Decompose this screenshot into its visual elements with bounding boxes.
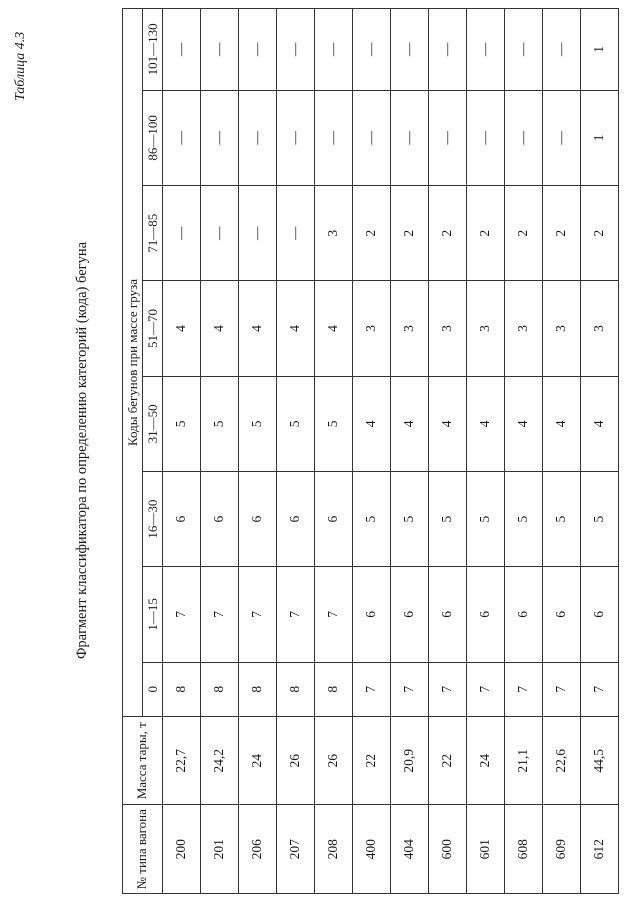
- runner-code-cell: 6: [581, 567, 619, 662]
- runner-code-cell: 4: [543, 376, 581, 471]
- runner-code-cell: 6: [315, 471, 353, 566]
- runner-code-cell: 7: [277, 567, 315, 662]
- runner-code-cell: 5: [315, 376, 353, 471]
- header-codes-group: Коды бегунов при массе груза: [123, 9, 143, 717]
- table-row: [467, 9, 505, 894]
- runner-code-cell: 6: [429, 567, 467, 662]
- runner-code-cell: —: [505, 9, 543, 91]
- runner-code-cell: —: [543, 90, 581, 185]
- runner-code-cell: 7: [543, 662, 581, 716]
- runner-code-cell: —: [201, 186, 239, 281]
- table-row: [353, 9, 391, 894]
- wagon-type-cell: 206: [239, 805, 277, 894]
- wagon-type-cell: 404: [391, 805, 429, 894]
- header-range: 16—30: [143, 471, 163, 566]
- runner-code-cell: —: [429, 9, 467, 91]
- wagon-type-cell: 609: [543, 805, 581, 894]
- wagon-type-cell: 208: [315, 805, 353, 894]
- runner-code-cell: 7: [467, 662, 505, 716]
- runner-code-cell: 5: [467, 471, 505, 566]
- runner-code-cell: 4: [239, 281, 277, 376]
- table-row: [391, 9, 429, 894]
- table-row: [315, 9, 353, 894]
- wagon-type-cell: 612: [581, 805, 619, 894]
- table-row: [543, 9, 581, 894]
- runner-code-cell: 3: [581, 281, 619, 376]
- runner-code-cell: 8: [201, 662, 239, 716]
- runner-code-cell: 7: [239, 567, 277, 662]
- header-wagon-type: № типа вагона: [123, 805, 163, 894]
- runner-code-cell: —: [315, 90, 353, 185]
- runner-code-cell: 2: [543, 186, 581, 281]
- runner-code-cell: 7: [581, 662, 619, 716]
- runner-code-cell: 4: [391, 376, 429, 471]
- runner-code-cell: —: [315, 9, 353, 91]
- header-range: 86—100: [143, 90, 163, 185]
- runner-code-cell: 7: [163, 567, 201, 662]
- runner-code-cell: 5: [391, 471, 429, 566]
- runner-code-cell: —: [239, 9, 277, 91]
- runner-code-cell: —: [277, 90, 315, 185]
- tare-mass-cell: 20,9: [391, 717, 429, 806]
- header-range: 0: [143, 662, 163, 716]
- runner-code-cell: 4: [505, 376, 543, 471]
- runner-code-cell: 4: [201, 281, 239, 376]
- wagon-type-cell: 608: [505, 805, 543, 894]
- tare-mass-cell: 26: [315, 717, 353, 806]
- runner-code-cell: 2: [581, 186, 619, 281]
- runner-code-cell: 4: [353, 376, 391, 471]
- runner-code-cell: 4: [429, 376, 467, 471]
- runner-code-cell: —: [277, 9, 315, 91]
- runner-code-cell: 4: [277, 281, 315, 376]
- table-row: [277, 9, 315, 894]
- runner-code-cell: 1: [581, 9, 619, 91]
- runner-code-cell: 6: [391, 567, 429, 662]
- runner-code-cell: 5: [353, 471, 391, 566]
- runner-code-cell: 2: [505, 186, 543, 281]
- tare-mass-cell: 24: [239, 717, 277, 806]
- runner-code-cell: 2: [353, 186, 391, 281]
- tare-mass-cell: 22,7: [163, 717, 201, 806]
- runner-code-cell: —: [391, 90, 429, 185]
- runner-code-cell: 7: [201, 567, 239, 662]
- runner-code-cell: 2: [467, 186, 505, 281]
- wagon-type-cell: 601: [467, 805, 505, 894]
- table-row: [505, 9, 543, 894]
- runner-code-cell: 6: [239, 471, 277, 566]
- runner-code-cell: —: [353, 9, 391, 91]
- tare-mass-cell: 24,2: [201, 717, 239, 806]
- runner-code-cell: 8: [315, 662, 353, 716]
- runner-code-cell: 3: [505, 281, 543, 376]
- runner-code-cell: 3: [467, 281, 505, 376]
- runner-code-cell: 6: [163, 471, 201, 566]
- runner-code-cell: —: [505, 90, 543, 185]
- table-number-label: Таблица 4.3: [13, 31, 28, 101]
- runner-code-cell: 6: [467, 567, 505, 662]
- runner-code-cell: —: [353, 90, 391, 185]
- runner-code-cell: 7: [505, 662, 543, 716]
- runner-code-cell: 3: [391, 281, 429, 376]
- runner-code-cell: —: [429, 90, 467, 185]
- tare-mass-cell: 22: [353, 717, 391, 806]
- wagon-type-cell: 200: [163, 805, 201, 894]
- wagon-type-cell: 207: [277, 805, 315, 894]
- classifier-table: [122, 8, 619, 894]
- runner-code-cell: 5: [201, 376, 239, 471]
- runner-code-cell: 4: [315, 281, 353, 376]
- tare-mass-cell: 24: [467, 717, 505, 806]
- runner-code-cell: —: [543, 9, 581, 91]
- tare-mass-cell: 44,5: [581, 717, 619, 806]
- runner-code-cell: —: [163, 90, 201, 185]
- runner-code-cell: 3: [429, 281, 467, 376]
- runner-code-cell: —: [467, 9, 505, 91]
- table-title: Фрагмент классификатора по определению категорий (кода) бегуна: [74, 241, 90, 660]
- runner-code-cell: —: [467, 90, 505, 185]
- header-range: 31—50: [143, 376, 163, 471]
- table-body: [163, 9, 619, 894]
- runner-code-cell: 5: [239, 376, 277, 471]
- runner-code-cell: 1: [581, 90, 619, 185]
- runner-code-cell: —: [163, 9, 201, 91]
- runner-code-cell: 6: [543, 567, 581, 662]
- runner-code-cell: 7: [391, 662, 429, 716]
- tare-mass-cell: 22: [429, 717, 467, 806]
- wagon-type-cell: 400: [353, 805, 391, 894]
- header-range: 1—15: [143, 567, 163, 662]
- runner-code-cell: 6: [277, 471, 315, 566]
- table-row: [163, 9, 201, 894]
- runner-code-cell: 4: [581, 376, 619, 471]
- runner-code-cell: —: [239, 90, 277, 185]
- header-range: 51—70: [143, 281, 163, 376]
- runner-code-cell: 5: [581, 471, 619, 566]
- header-range: 71—85: [143, 186, 163, 281]
- runner-code-cell: 5: [505, 471, 543, 566]
- runner-code-cell: —: [239, 186, 277, 281]
- header-tare-mass: Масса тары, т: [123, 717, 163, 806]
- runner-code-cell: 5: [429, 471, 467, 566]
- runner-code-cell: 3: [543, 281, 581, 376]
- runner-code-cell: 7: [353, 662, 391, 716]
- runner-code-cell: 2: [391, 186, 429, 281]
- runner-code-cell: —: [201, 9, 239, 91]
- runner-code-cell: 5: [277, 376, 315, 471]
- runner-code-cell: 3: [353, 281, 391, 376]
- runner-code-cell: 6: [505, 567, 543, 662]
- header-range: 101—130: [143, 9, 163, 91]
- table-row: [429, 9, 467, 894]
- runner-code-cell: 7: [315, 567, 353, 662]
- runner-code-cell: —: [163, 186, 201, 281]
- runner-code-cell: 6: [201, 471, 239, 566]
- runner-code-cell: —: [201, 90, 239, 185]
- runner-code-cell: 6: [353, 567, 391, 662]
- runner-code-cell: 5: [163, 376, 201, 471]
- runner-code-cell: 4: [467, 376, 505, 471]
- wagon-type-cell: 600: [429, 805, 467, 894]
- runner-code-cell: 8: [239, 662, 277, 716]
- tare-mass-cell: 22,6: [543, 717, 581, 806]
- table-row: [239, 9, 277, 894]
- tare-mass-cell: 26: [277, 717, 315, 806]
- runner-code-cell: 8: [277, 662, 315, 716]
- runner-code-cell: 8: [163, 662, 201, 716]
- runner-code-cell: 5: [543, 471, 581, 566]
- table-row: [201, 9, 239, 894]
- tare-mass-cell: 21,1: [505, 717, 543, 806]
- table-row: [581, 9, 619, 894]
- runner-code-cell: —: [277, 186, 315, 281]
- runner-code-cell: 4: [163, 281, 201, 376]
- runner-code-cell: —: [391, 9, 429, 91]
- runner-code-cell: 3: [315, 186, 353, 281]
- wagon-type-cell: 201: [201, 805, 239, 894]
- runner-code-cell: 2: [429, 186, 467, 281]
- runner-code-cell: 7: [429, 662, 467, 716]
